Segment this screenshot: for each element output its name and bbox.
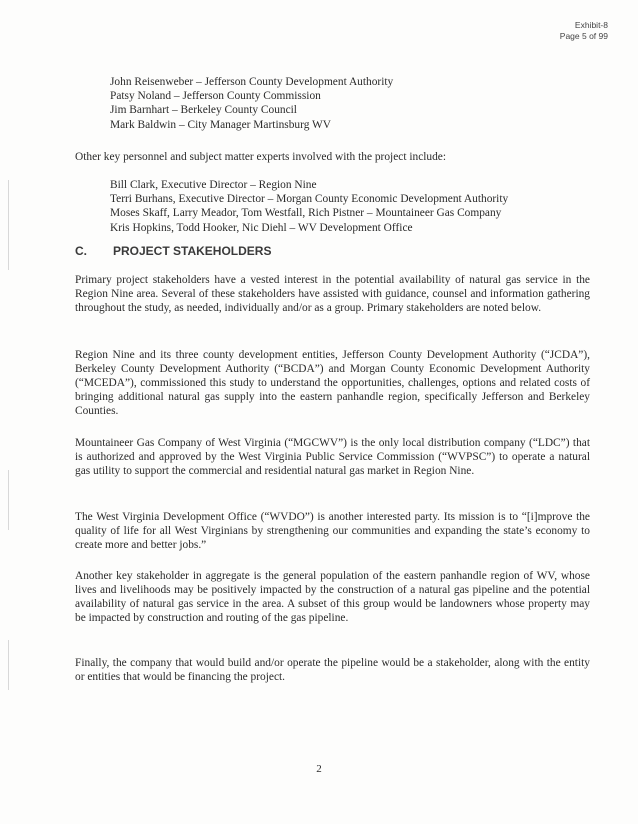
page-reference: Page 5 of 99 xyxy=(559,31,608,41)
scan-edge-mark xyxy=(8,470,9,530)
paragraph: Primary project stakeholders have a vested interest in the potential availability of natural gas service in the Region Nine area. Several of these stakeholders have assisted with guidance, counsel and information gathering throughout the study, as needed, individually and/or as a group. Primary stakeholders are noted below. xyxy=(75,274,590,314)
list-item: Terri Burhans, Executive Director – Morgan County Economic Development Authority xyxy=(110,193,509,206)
paragraph: Finally, the company that would build and/or operate the pipeline would be a stakeholder, along with the entity or entities that would be financing the project. xyxy=(75,657,590,683)
section-letter: C. xyxy=(75,244,87,258)
section-title: PROJECT STAKEHOLDERS xyxy=(113,244,272,258)
list-item: Bill Clark, Executive Director – Region Nine xyxy=(110,179,317,191)
key-personnel-intro: Other key personnel and subject matter experts involved with the project include: xyxy=(75,151,447,163)
list-item: Moses Skaff, Larry Meador, Tom Westfall, Rich Pistner – Mountaineer Gas Company xyxy=(110,207,502,220)
paragraph: Mountaineer Gas Company of West Virginia (“MGCWV”) is the only local distribution company (“LDC”) that is authorized and approved by the West Virginia Public Service Commission (“WVPSC”) to operate a natural gas utility to support the commercial and residential natural gas market in Region Nine. xyxy=(75,437,590,477)
list-item: Jim Barnhart – Berkeley County Council xyxy=(110,104,297,117)
list-item: Patsy Noland – Jefferson County Commission xyxy=(110,90,321,103)
scan-edge-mark xyxy=(8,640,9,690)
list-item: John Reisenweber – Jefferson County Development Authority xyxy=(110,76,394,88)
paragraph: Another key stakeholder in aggregate is the general population of the eastern panhandle region of WV, whose lives and livelihoods may be positively impacted by the construction of a natural gas pipeline and the potential availability of natural gas service in the area. A subset of this group would be landowners whose property may be impacted by construction and routing of the gas pipeline. xyxy=(75,570,590,624)
exhibit-number: Exhibit-8 xyxy=(574,20,608,30)
paragraph: The West Virginia Development Office (“WVDO”) is another interested party. Its mission is to “[i]mprove the quality of life for all West Virginians by strengthening our communities and expanding the state’s economy to create more and better jobs.” xyxy=(75,511,590,551)
scan-edge-mark xyxy=(8,180,9,270)
page-number: 2 xyxy=(316,763,322,775)
list-item: Mark Baldwin – City Manager Martinsburg WV xyxy=(110,118,332,131)
list-item: Kris Hopkins, Todd Hooker, Nic Diehl – WV Development Office xyxy=(110,221,413,234)
section-heading xyxy=(75,244,271,258)
exhibit-label xyxy=(560,20,608,42)
key-personnel-list xyxy=(110,178,590,235)
committee-list xyxy=(110,75,590,132)
paragraph: Region Nine and its three county development entities, Jefferson County Development Authority (“JCDA”), Berkeley County Development Authority (“BCDA”) and Morgan County Economic Development Authority (“MCEDA”), commissioned this study to understand the opportunities, challenges, options and related costs of bringing additional natural gas supply into the eastern panhandle region, specifically Jefferson and Berkeley Counties. xyxy=(75,349,590,417)
